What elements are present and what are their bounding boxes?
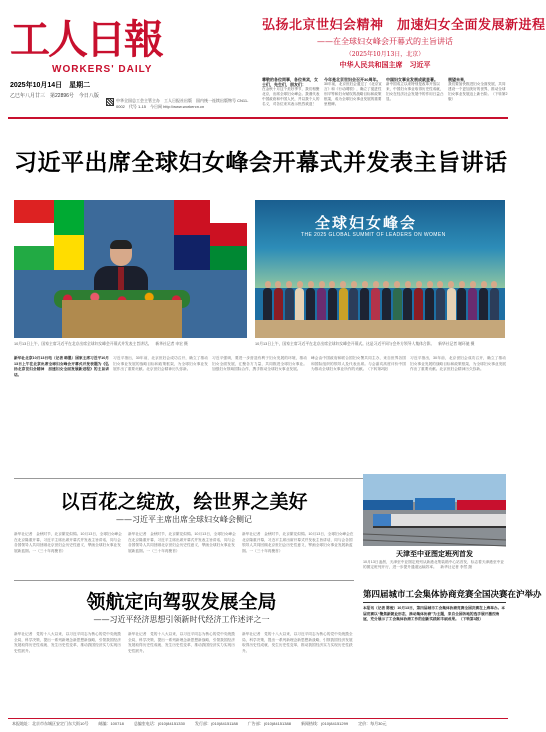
- delegate-figure: [457, 288, 466, 322]
- newspaper-logo: 工人日報: [10, 16, 162, 63]
- brief-column: 中国妇女事业发展成就显著。 新中国成立以来特别是改革开放以来，中国妇女事业取得历史性成就，妇女在经济社会发展中的作用日益凸显。: [386, 77, 444, 101]
- top-story-subtitle: ——在全球妇女峰会开幕式的主旨讲话: [317, 37, 453, 46]
- brief-column: 今年是北京世妇会召开30周年。 30年前，北京世妇会通过了《北京宣言》和《行动纲领》，确立了促进性别平等和妇女赋权的战略目标和政策框架，成为全球妇女事业发展的重要里程碑。: [324, 77, 382, 106]
- photo-caption-left: 10月13日上午，国家主席习近平在北京出席全球妇女峰会开幕式并发表主旨讲话。 新华社记者 申宏 摄: [14, 342, 188, 346]
- newspaper-logo-english: WORKERS' DAILY: [52, 64, 153, 75]
- delegate-figure: [360, 288, 369, 322]
- delegate-head: [340, 281, 346, 288]
- issue-number: 乙巳年八月廿三 第22896号 今日八版: [10, 93, 99, 99]
- third-story-text: 新华社记者 党的十八大以来，以习近平同志为核心的党中央统揽全局，科学决策，提出一系列新理念新思想新战略，引领我国经济发展取得历史性成就、发生历史性变革，推动我国经济实力实现历史性跃升。: [14, 632, 121, 653]
- fourth-story-rule: [363, 602, 506, 603]
- footer-item: 新闻热线：(010)84151299: [300, 720, 349, 726]
- delegate-head: [373, 281, 379, 288]
- delegate-figure: [371, 288, 380, 322]
- second-story-subtitle: ——习近平主席出席全球妇女峰会侧记: [116, 515, 252, 524]
- delegate-head: [297, 281, 303, 288]
- delegate-head: [470, 281, 476, 288]
- delegate-figure: [468, 288, 477, 322]
- page-footer: [8, 718, 508, 728]
- second-story-text: 新华社记者 金秋时节，北京繁花似锦。10月13日，全球妇女峰会在北京隆重开幕，习近平主席出席开幕式并发表主旨讲话，同与会各国领导人共同回顾北京世妇会历史性意义，擘画全球妇女事业发展新蓝图。一（三十年再聚首）: [128, 532, 236, 553]
- article-column: 习近平指出，30年前，北京世妇会成功召开，确立了推动妇女事业发展的战略目标和政策框架，为全球妇女事业发展作出了重要贡献。北京世妇会精神历久弥新。: [410, 356, 506, 372]
- article-column: 新华社北京10月13日电（记者 韩墨）国家主席习近平10月13日上午在北京出席全球妇女峰会开幕式并发表题为《弘扬北京世妇会精神 加速妇女全面发展新进程》的主旨讲话。: [14, 356, 109, 377]
- stage-floor: [255, 320, 505, 338]
- delegate-figure: [414, 288, 423, 322]
- delegate-figure: [285, 288, 294, 322]
- flag-icon: [174, 200, 210, 270]
- delegate-figure: [436, 288, 445, 322]
- delegate-figure: [295, 288, 304, 322]
- section-divider: [14, 580, 354, 581]
- third-story-title[interactable]: 领航定向驾驭发展全局: [86, 591, 277, 613]
- article-column: 峰会由中国政府和联合国妇女署共同主办，来自世界各国和国际组织的领导人及代表出席。与会嘉宾高度评价中国为推动全球妇女事业所作的贡献。（下转第2版）: [311, 356, 406, 372]
- delegate-head: [265, 281, 271, 288]
- second-story-text: 新华社记者 金秋时节，北京繁花似锦。10月13日，全球妇女峰会在北京隆重开幕，习近平主席出席开幕式并发表主旨讲话，同与会各国领导人共同回顾北京世妇会历史性意义，擘画全球妇女事业发展新蓝图。一（三十年再聚首）: [242, 532, 354, 553]
- footer-item: 本报地址：北京市东城区安定门东大街10号: [12, 720, 89, 726]
- delegate-figure: [263, 288, 272, 322]
- delegate-figure: [274, 288, 283, 322]
- delegate-head: [427, 281, 433, 288]
- article-column: 习近平强调，要进一步营造有利于妇女发展的环境，推动妇女全面发展，汇聚各方力量，共同推进全球妇女事业。加强妇女领域国际合作，携手推动全球妇女事业发展。: [212, 356, 307, 372]
- footer-item: 定价：每月30元: [358, 720, 387, 726]
- delegate-head: [351, 281, 357, 288]
- delegate-head: [319, 281, 325, 288]
- delegate-head: [405, 281, 411, 288]
- third-story-text: 新华社记者 党的十八大以来，以习近平同志为核心的党中央统揽全局，科学决策，提出一系列新理念新思想新战略，引领我国经济发展取得历史性成就、发生历史性变革，推动我国经济实力实现历史性跃升。: [242, 632, 353, 653]
- issue-date: 2025年10月14日 星期二: [10, 82, 91, 89]
- delegate-head: [394, 281, 400, 288]
- train-illustration: [363, 474, 506, 546]
- footer-item: 总编室电话：(010)84151330: [133, 720, 185, 726]
- second-story-title[interactable]: 以百花之绽放，绘世界之美好: [60, 491, 308, 513]
- brief-column: 展望未来， 我们要加快推进妇女全面发展，共同建设一个更加美好的世界，推动全球妇女事业发展迈上新台阶。（下转第2版）: [448, 77, 508, 101]
- delegate-head: [459, 281, 465, 288]
- delegate-figure: [447, 288, 456, 322]
- fourth-story-text: 本报讯（记者 陈俊）10月13日，第四届城市工会集体协商竞赛全国决赛在上海举办。本届竞赛以“聚焦新就业形态，推动集体协商”为主题，来自全国各地的选手展开激烈角逐，充分展示了工会集体协商工作的创新实践和丰硕成果。（下转第3版）: [363, 606, 505, 622]
- qr-code-icon: [106, 98, 114, 106]
- photo-speech: [14, 200, 247, 338]
- summit-banner-title: 全球妇女峰会: [315, 214, 418, 232]
- flag-icon: [14, 200, 54, 270]
- third-story-text: 新华社记者 党的十八大以来，以习近平同志为核心的党中央统揽全局，科学决策，提出一系列新理念新思想新战略，引领我国经济发展取得历史性成就、发生历史性变革，推动我国经济实力实现历史性跃升。: [128, 632, 235, 653]
- photo-caption-right: 10月13日上午，国家主席习近平在北京出席全球妇女峰会开幕式。这是习近平同与会外方领导人集体合影。 新华社记者 谢环驰 摄: [255, 342, 475, 346]
- delegate-figure: [317, 288, 326, 322]
- delegate-figure: [479, 288, 488, 322]
- delegate-figure: [403, 288, 412, 322]
- top-story-date: （2025年10月13日，北京）: [345, 51, 425, 58]
- footer-item: 发行部：(010)84151188: [194, 720, 238, 726]
- masthead-rule: [8, 117, 508, 119]
- train-photo: [363, 474, 506, 546]
- photo-group: [255, 200, 505, 338]
- flag-icon: [54, 200, 84, 270]
- delegate-figure: [339, 288, 348, 322]
- fourth-story-title[interactable]: 第四届城市工会集体协商竞赛全国决赛在沪举办: [363, 590, 542, 600]
- top-story-author: 中华人民共和国主席 习近平: [339, 60, 431, 69]
- delegate-head: [286, 281, 292, 288]
- delegate-figure: [328, 288, 337, 322]
- delegate-figure: [382, 288, 391, 322]
- third-story-subtitle: ——习近平经济思想引领新时代经济工作述评之一: [93, 615, 270, 624]
- masthead: [8, 6, 258, 118]
- main-headline[interactable]: 习近平出席全球妇女峰会开幕式并发表主旨讲话: [14, 150, 508, 176]
- article-column: 习近平指出，30年前，北京世妇会成功召开，确立了推动妇女事业发展的战略目标和政策框架，为全球妇女事业发展作出了重要贡献。北京世妇会精神历久弥新。: [113, 356, 208, 372]
- delegate-head: [448, 281, 454, 288]
- brief-column: 尊敬的各位同事，各位来宾，女士们，先生们，朋友们： 在金秋十月这个美好季节，我们相聚北京，出席全球妇女峰会。我谨代表中国政府和中国人民，并以我个人的名义，对各位来宾表示热烈欢迎！: [262, 77, 320, 106]
- delegate-figure: [306, 288, 315, 322]
- footer-item: 邮编：100718: [98, 720, 124, 726]
- delegate-figure: [349, 288, 358, 322]
- footer-item: 广告部：(010)84151388: [247, 720, 291, 726]
- delegate-figure: [490, 288, 499, 322]
- train-photo-title: 天津至中亚图定班列首发: [396, 550, 473, 558]
- delegate-head: [416, 281, 422, 288]
- delegate-figure: [393, 288, 402, 322]
- delegate-head: [362, 281, 368, 288]
- flag-icon: [210, 200, 247, 270]
- second-story-text: 新华社记者 金秋时节，北京繁花似锦。10月13日，全球妇女峰会在北京隆重开幕，习近平主席出席开幕式并发表主旨讲话，同与会各国领导人共同回顾北京世妇会历史性意义，擘画全球妇女事业发展新蓝图。一（三十年再聚首）: [14, 532, 122, 553]
- train-photo-caption: 10月13日凌晨，天津至中亚图定班列从新港北集装箱中心站首发，标志着天津港至中亚的图定班列开行，进一步提升通道运输效率。 新华社记者 李然 摄: [363, 560, 504, 569]
- top-story-title[interactable]: 弘扬北京世妇会精神 加速妇女全面发展新进程: [262, 18, 546, 33]
- top-story-header: [262, 14, 546, 70]
- summit-banner-subtitle: THE 2025 GLOBAL SUMMIT OF LEADERS ON WOMEN: [301, 232, 446, 238]
- publisher-info: 中华全国总工会主管主办 工人日报社出版 国内统一连续出版物号 CN11-0002 代号 1-15 今日网 http://www.workercn.cn: [116, 98, 249, 109]
- delegate-figure: [425, 288, 434, 322]
- delegate-head: [308, 281, 314, 288]
- delegate-head: [481, 281, 487, 288]
- podium: [62, 300, 182, 338]
